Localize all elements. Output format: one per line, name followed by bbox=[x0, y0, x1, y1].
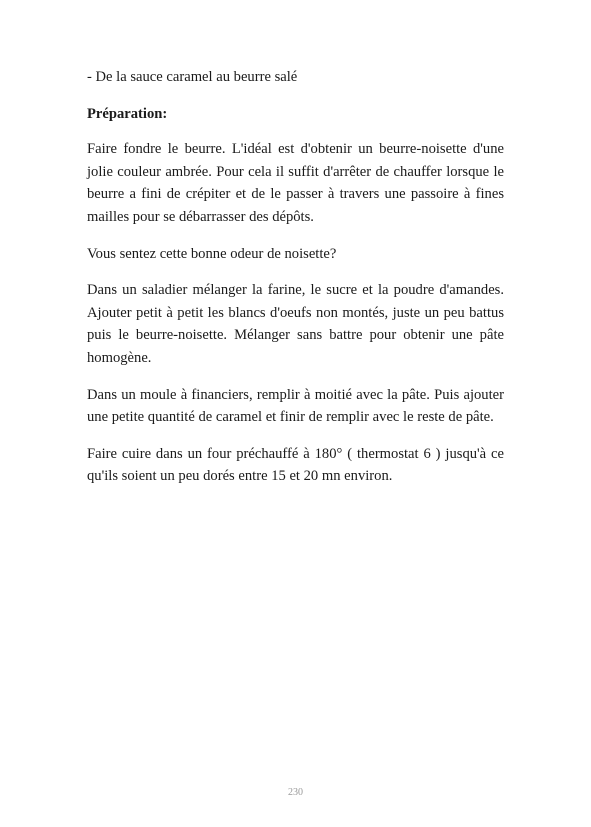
paragraph-butter: Faire fondre le beurre. L'idéal est d'obtenir un beurre-noisette d'une jolie couleur ambrée. Pour cela il suffit d'arrêter de chauffer lorsque le beurre a fini de crépiter et de le passer à travers une passoire à fines mailles pour se débarrasser des dépôts. bbox=[87, 141, 504, 225]
ingredient-line: - De la sauce caramel au beurre salé bbox=[87, 69, 298, 85]
page-number: 230 bbox=[288, 787, 303, 798]
paragraph-mixing: Dans un saladier mélanger la farine, le sucre et la poudre d'amandes. Ajouter petit à petit les blancs d'oeufs non montés, juste un peu battus puis le beurre-noisette. Mélanger sans battre pour obtenir une pâte homogène. bbox=[87, 282, 504, 366]
page-content bbox=[87, 66, 504, 502]
paragraph-baking: Faire cuire dans un four préchauffé à 180° ( thermostat 6 ) jusqu'à ce qu'ils soient un peu dorés entre 15 et 20 mn environ. bbox=[87, 445, 504, 485]
paragraph-smell: Vous sentez cette bonne odeur de noisette? bbox=[87, 245, 337, 262]
paragraph-mold: Dans un moule à financiers, remplir à moitié avec la pâte. Puis ajouter une petite quantité de caramel et finir de remplir avec le reste de pâte. bbox=[87, 386, 504, 426]
section-heading: Préparation: bbox=[87, 105, 168, 122]
